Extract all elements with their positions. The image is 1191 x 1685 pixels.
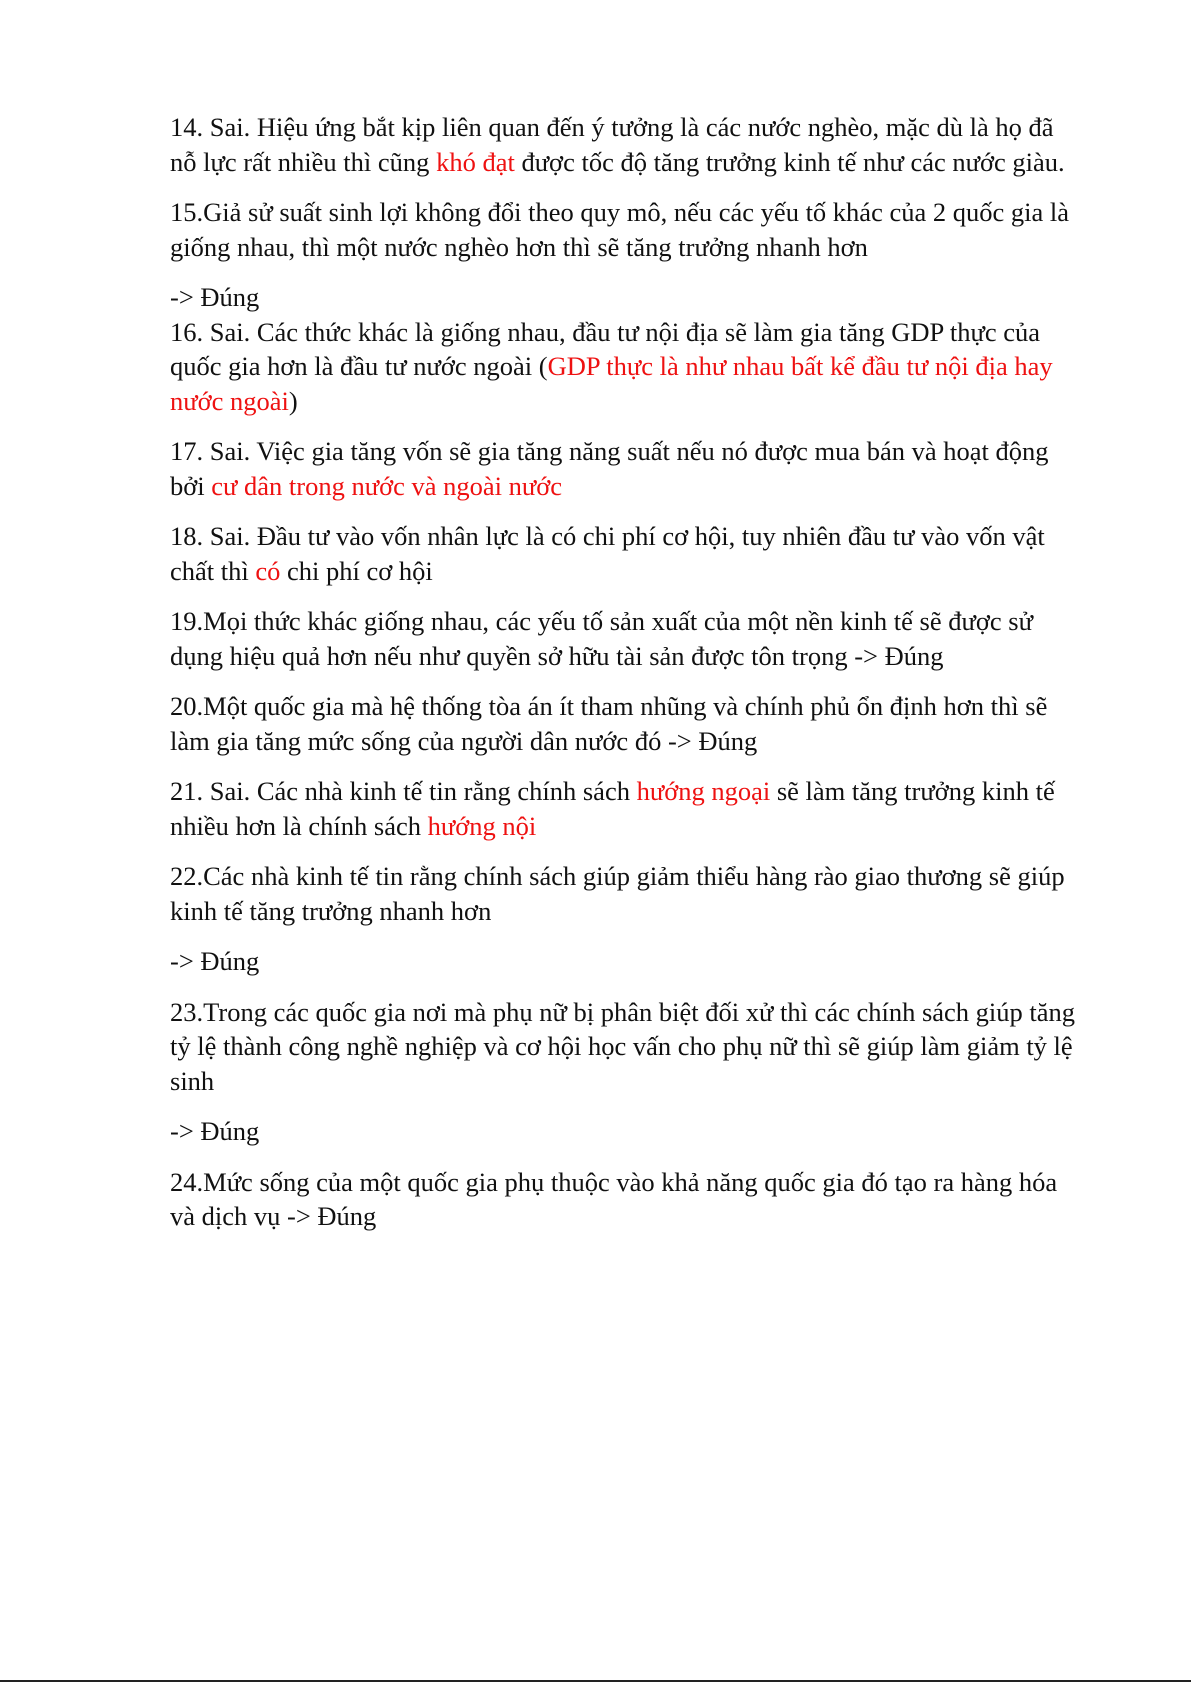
item-18-text: 18. Sai. Đầu tư vào vốn nhân lực là có chi phí cơ hội, tuy nhiên đầu tư vào vốn vật chất thì xyxy=(170,521,1045,586)
item-21-text-mid: sẽ làm tăng trưởng kinh tế nhiều hơn là chính sách xyxy=(170,776,1055,841)
item-18-text-end: chi phí cơ hội xyxy=(280,555,433,586)
item-20 xyxy=(170,689,1080,758)
item-14 xyxy=(170,110,1080,179)
page-bottom-divider xyxy=(0,1680,1191,1682)
item-16-text: 16. Sai. Các thức khác là giống nhau, đầu tư nội địa sẽ làm gia tăng GDP thực của quốc gia hơn là đầu tư nước ngoài ( xyxy=(170,316,1041,381)
document-body xyxy=(170,110,1080,1250)
item-21-highlight-2: hướng nội xyxy=(427,810,537,841)
item-23-answer xyxy=(170,1114,1080,1149)
item-16-highlight: GDP thực là như nhau bất kể đầu tư nội địa hay nước ngoài xyxy=(170,351,1053,416)
item-22-text: 22.Các nhà kinh tế tin rằng chính sách giúp giảm thiểu hàng rào giao thương sẽ giúp kinh tế tăng trưởng nhanh hơn xyxy=(170,861,1065,926)
item-24-text: 24.Mức sống của một quốc gia phụ thuộc vào khả năng quốc gia đó tạo ra hàng hóa và dịch vụ -> Đúng xyxy=(170,1166,1058,1231)
item-23-text: 23.Trong các quốc gia nơi mà phụ nữ bị phân biệt đối xử thì các chính sách giúp tăng tỷ lệ thành công nghề nghiệp và cơ hội học vấn cho phụ nữ thì sẽ giúp làm giảm tỷ lệ sinh xyxy=(170,996,1076,1096)
item-23 xyxy=(170,995,1080,1099)
item-16-text-end: ) xyxy=(288,385,298,416)
item-18-highlight: có xyxy=(255,555,281,586)
item-15-answer xyxy=(170,280,1080,315)
item-17-text: 17. Sai. Việc gia tăng vốn sẽ gia tăng năng suất nếu nó được mua bán và hoạt động bởi xyxy=(170,436,1049,501)
item-16 xyxy=(170,315,1080,419)
item-14-text-end: được tốc độ tăng trưởng kinh tế như các nước giàu. xyxy=(514,146,1065,177)
item-22-answer-text: -> Đúng xyxy=(170,946,260,976)
item-15 xyxy=(170,195,1080,264)
item-22 xyxy=(170,859,1080,928)
item-23-answer-text: -> Đúng xyxy=(170,1116,260,1146)
item-20-text: 20.Một quốc gia mà hệ thống tòa án ít tham nhũng và chính phủ ổn định hơn thì sẽ làm gia tăng mức sống của người dân nước đó -> Đúng xyxy=(170,691,1048,756)
item-17-highlight: cư dân trong nước và ngoài nước xyxy=(211,470,563,501)
item-14-highlight: khó đạt xyxy=(436,146,515,177)
item-21-highlight-1: hướng ngoại xyxy=(636,776,771,806)
item-22-answer xyxy=(170,944,1080,979)
item-18 xyxy=(170,519,1080,588)
item-15-answer-text: -> Đúng xyxy=(170,282,260,312)
item-17 xyxy=(170,434,1080,503)
item-15-text: 15.Giả sử suất sinh lợi không đổi theo quy mô, nếu các yếu tố khác của 2 quốc gia là giống nhau, thì một nước nghèo hơn thì sẽ tăng trưởng nhanh hơn xyxy=(170,197,1069,262)
item-19-text: 19.Mọi thức khác giống nhau, các yếu tố sản xuất của một nền kinh tế sẽ được sử dụng hiệu quả hơn nếu như quyền sở hữu tài sản được tôn trọng -> Đúng xyxy=(170,606,1033,671)
item-19 xyxy=(170,604,1080,673)
item-21 xyxy=(170,774,1080,843)
item-14-text: 14. Sai. Hiệu ứng bắt kịp liên quan đến ý tưởng là các nước nghèo, mặc dù là họ đã nỗ lực rất nhiều thì cũng xyxy=(170,112,1054,177)
item-21-text: 21. Sai. Các nhà kinh tế tin rằng chính sách xyxy=(170,776,637,806)
item-24 xyxy=(170,1165,1080,1234)
